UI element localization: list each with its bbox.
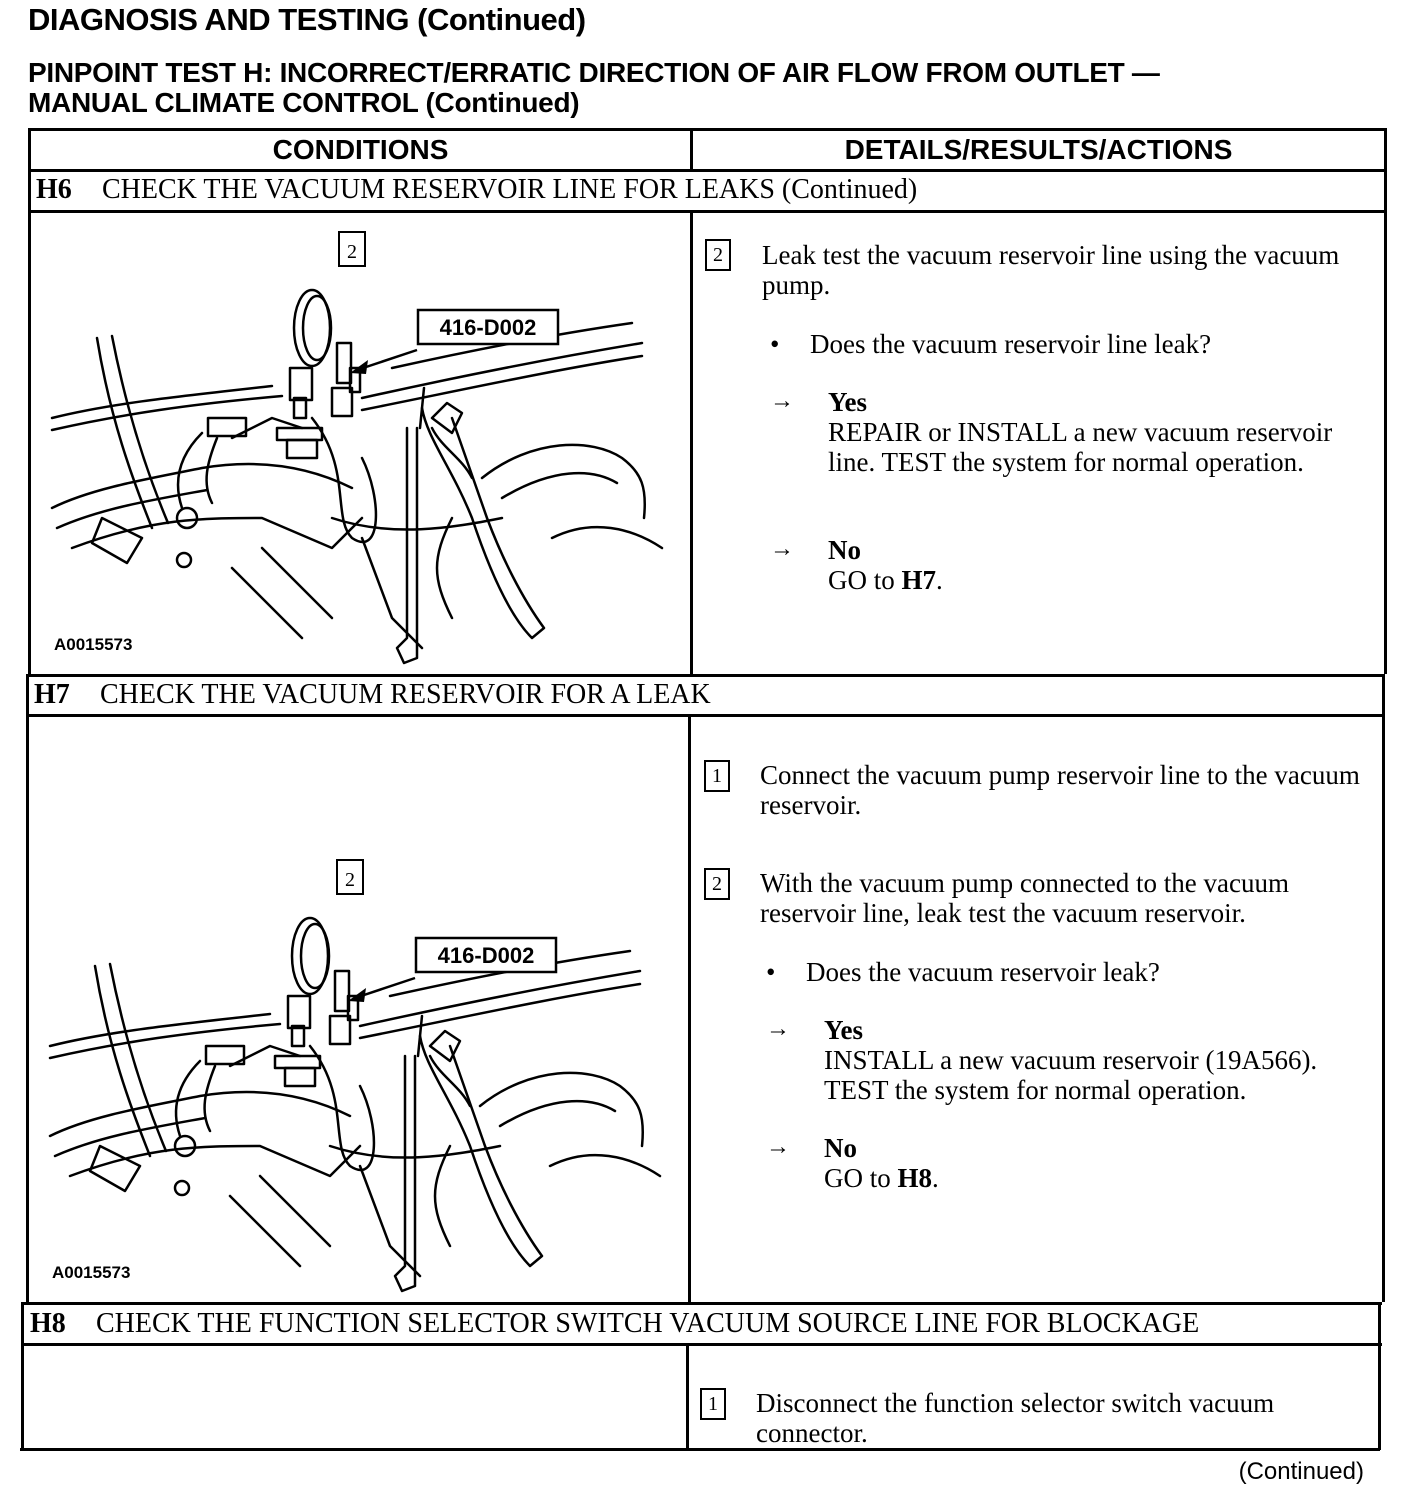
table-divider bbox=[26, 714, 1385, 717]
pinpoint-test-title bbox=[28, 58, 1160, 118]
yes-label: Yes bbox=[828, 387, 867, 417]
no-action-text bbox=[828, 565, 1368, 595]
bullet-icon: • bbox=[770, 329, 780, 359]
tool-number-label: 416-D002 bbox=[437, 943, 535, 968]
yes-action-text: INSTALL a new vacuum reservoir (19A566). TEST the system for normal operation. bbox=[824, 1045, 1318, 1105]
action-step-number: 1 bbox=[700, 1388, 726, 1420]
arrow-right-icon: → bbox=[770, 536, 794, 562]
result-yes bbox=[824, 1015, 1372, 1105]
table-border-right bbox=[1378, 1302, 1381, 1450]
yes-label: Yes bbox=[824, 1015, 863, 1045]
no-label: No bbox=[828, 535, 861, 565]
step-header-h6 bbox=[36, 174, 917, 206]
continued-footer: (Continued) bbox=[1238, 1458, 1364, 1485]
question-text: Does the vacuum reservoir line leak? bbox=[810, 329, 1212, 359]
result-yes bbox=[828, 387, 1368, 477]
action-step-text: Leak test the vacuum reservoir line using the vacuum pump. bbox=[762, 240, 1340, 300]
bullet-icon: • bbox=[766, 957, 776, 987]
table-border-right bbox=[1384, 128, 1387, 674]
table-border-left bbox=[26, 674, 29, 1302]
arrow-right-icon: → bbox=[770, 388, 794, 414]
no-label: No bbox=[824, 1133, 857, 1163]
step-title: CHECK THE VACUUM RESERVOIR FOR A LEAK bbox=[100, 679, 711, 710]
step-id: H6 bbox=[36, 174, 72, 205]
goto-step-link: H7 bbox=[901, 565, 937, 595]
step-title: CHECK THE VACUUM RESERVOIR LINE FOR LEAKS (Continued) bbox=[102, 174, 918, 205]
table-divider bbox=[22, 1302, 1382, 1305]
arrow-right-icon: → bbox=[766, 1134, 790, 1160]
column-divider bbox=[690, 210, 693, 676]
step-title: CHECK THE FUNCTION SELECTOR SWITCH VACUUM SOURCE LINE FOR BLOCKAGE bbox=[96, 1308, 1200, 1339]
goto-step-link: H8 bbox=[897, 1163, 933, 1193]
table-border-left bbox=[28, 128, 31, 674]
table-divider bbox=[28, 169, 1387, 172]
action-step-number: 2 bbox=[704, 868, 730, 900]
step-header-h7 bbox=[34, 679, 711, 711]
no-action-suffix: . bbox=[936, 565, 943, 595]
action-step-text: With the vacuum pump connected to the vacuum reservoir line, leak test the vacuum reservoir. bbox=[760, 868, 1290, 928]
table-divider bbox=[22, 1343, 1382, 1346]
figure-id-label: A0015573 bbox=[54, 635, 133, 654]
table-border-bottom bbox=[20, 1448, 1380, 1451]
table-divider bbox=[26, 674, 1385, 677]
action-step-number: 1 bbox=[704, 760, 730, 792]
action-step-text: Connect the vacuum pump reservoir line to the vacuum reservoir. bbox=[760, 760, 1360, 820]
table-divider bbox=[28, 210, 1387, 213]
column-header-details: DETAILS/RESULTS/ACTIONS bbox=[844, 134, 1233, 165]
figure-step-label: 2 bbox=[347, 241, 357, 263]
no-action-prefix: GO to bbox=[828, 565, 902, 595]
action-step-number: 2 bbox=[705, 239, 731, 271]
action-step-text: Disconnect the function selector switch vacuum connector. bbox=[756, 1388, 1275, 1448]
vacuum-pump-illustration-h6 bbox=[32, 218, 687, 670]
yes-action-text: REPAIR or INSTALL a new vacuum reservoir line. TEST the system for normal operation. bbox=[828, 417, 1333, 477]
no-action-suffix: . bbox=[932, 1163, 939, 1193]
pinpoint-title-line2: MANUAL CLIMATE CONTROL (Continued) bbox=[28, 87, 580, 118]
figure-id-label: A0015573 bbox=[52, 1263, 131, 1282]
table-border-right bbox=[1382, 674, 1385, 1302]
pinpoint-title-line1: PINPOINT TEST H: INCORRECT/ERRATIC DIRECTION OF AIR FLOW FROM OUTLET — bbox=[28, 57, 1160, 88]
no-action-text bbox=[824, 1163, 1364, 1193]
column-divider bbox=[686, 1343, 689, 1450]
table-border-top bbox=[28, 128, 1387, 131]
no-action-prefix: GO to bbox=[824, 1163, 898, 1193]
page-title: DIAGNOSIS AND TESTING (Continued) bbox=[28, 2, 586, 37]
table-border-left bbox=[21, 1302, 24, 1450]
column-divider bbox=[688, 714, 691, 1304]
step-header-h8 bbox=[30, 1308, 1199, 1340]
step-id: H8 bbox=[30, 1308, 66, 1339]
column-header-conditions: CONDITIONS bbox=[272, 134, 449, 165]
step-id: H7 bbox=[34, 679, 70, 710]
tool-number-label: 416-D002 bbox=[439, 315, 537, 340]
vacuum-pump-illustration-h7 bbox=[30, 846, 685, 1298]
question-text: Does the vacuum reservoir leak? bbox=[806, 957, 1160, 987]
result-no bbox=[824, 1133, 1364, 1193]
arrow-right-icon: → bbox=[766, 1016, 790, 1042]
result-no bbox=[828, 535, 1368, 595]
figure-step-label: 2 bbox=[345, 869, 355, 891]
